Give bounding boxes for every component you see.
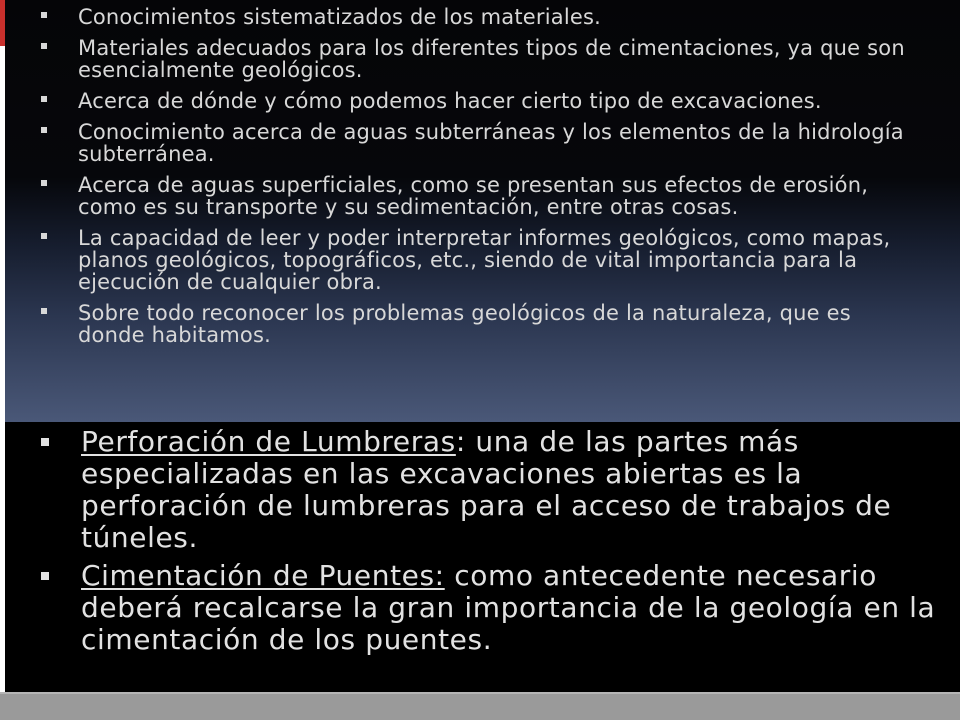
bullet-item	[5, 302, 960, 346]
square-bullet-icon	[41, 572, 49, 580]
square-bullet-icon	[41, 43, 47, 49]
bullet-item	[5, 37, 960, 81]
bullet-item-puentes	[5, 560, 960, 656]
square-bullet-icon	[41, 127, 47, 133]
bullet-text: : una de las partes más especializadas en las excavaciones abiertas es la perforación de lumbreras para el acceso de trabajos de túneles.	[81, 425, 892, 554]
bullet-item	[5, 121, 960, 165]
bullet-item-lumbreras	[5, 426, 960, 554]
square-bullet-icon	[41, 96, 47, 102]
bullet-item	[5, 90, 960, 112]
bullet-text: Acerca de dónde y cómo podemos hacer cierto tipo de excavaciones.	[78, 89, 822, 113]
bullet-text: La capacidad de leer y poder interpretar informes geológicos, como mapas, planos geológicos, topográficos, etc., siendo de vital importancia para la ejecución de cualquier obra.	[78, 226, 891, 294]
bullet-term: Perforación de Lumbreras	[81, 425, 456, 458]
bottom-text-panel	[5, 422, 960, 692]
footer-divider	[0, 692, 960, 694]
bullet-term: Cimentación de Puentes:	[81, 559, 445, 592]
bullet-text: Acerca de aguas superficiales, como se presentan sus efectos de erosión, como es su transporte y su sedimentación, entre otras cosas.	[78, 173, 869, 219]
bullet-text: como antecedente necesario deberá recalcarse la gran importancia de la geología en la cimentación de los puentes.	[81, 559, 936, 656]
bullet-item	[5, 6, 960, 28]
bullet-text: Materiales adecuados para los diferentes tipos de cimentaciones, ya que son esencialmente geológicos.	[78, 36, 905, 82]
bottom-bullet-list	[5, 426, 960, 662]
bullet-text: Conocimientos sistematizados de los materiales.	[78, 5, 602, 29]
slide-footer-bar	[0, 692, 960, 720]
bullet-text: Sobre todo reconocer los problemas geológicos de la naturaleza, que es donde habitamos.	[78, 301, 851, 347]
bullet-item	[5, 174, 960, 218]
top-text-panel	[5, 0, 960, 422]
square-bullet-icon	[41, 438, 49, 446]
square-bullet-icon	[41, 233, 47, 239]
bullet-item	[5, 227, 960, 293]
square-bullet-icon	[41, 180, 47, 186]
bullet-text: Conocimiento acerca de aguas subterráneas y los elementos de la hidrología subterránea.	[78, 120, 904, 166]
square-bullet-icon	[41, 308, 47, 314]
top-bullet-list	[5, 6, 960, 355]
square-bullet-icon	[41, 12, 47, 18]
